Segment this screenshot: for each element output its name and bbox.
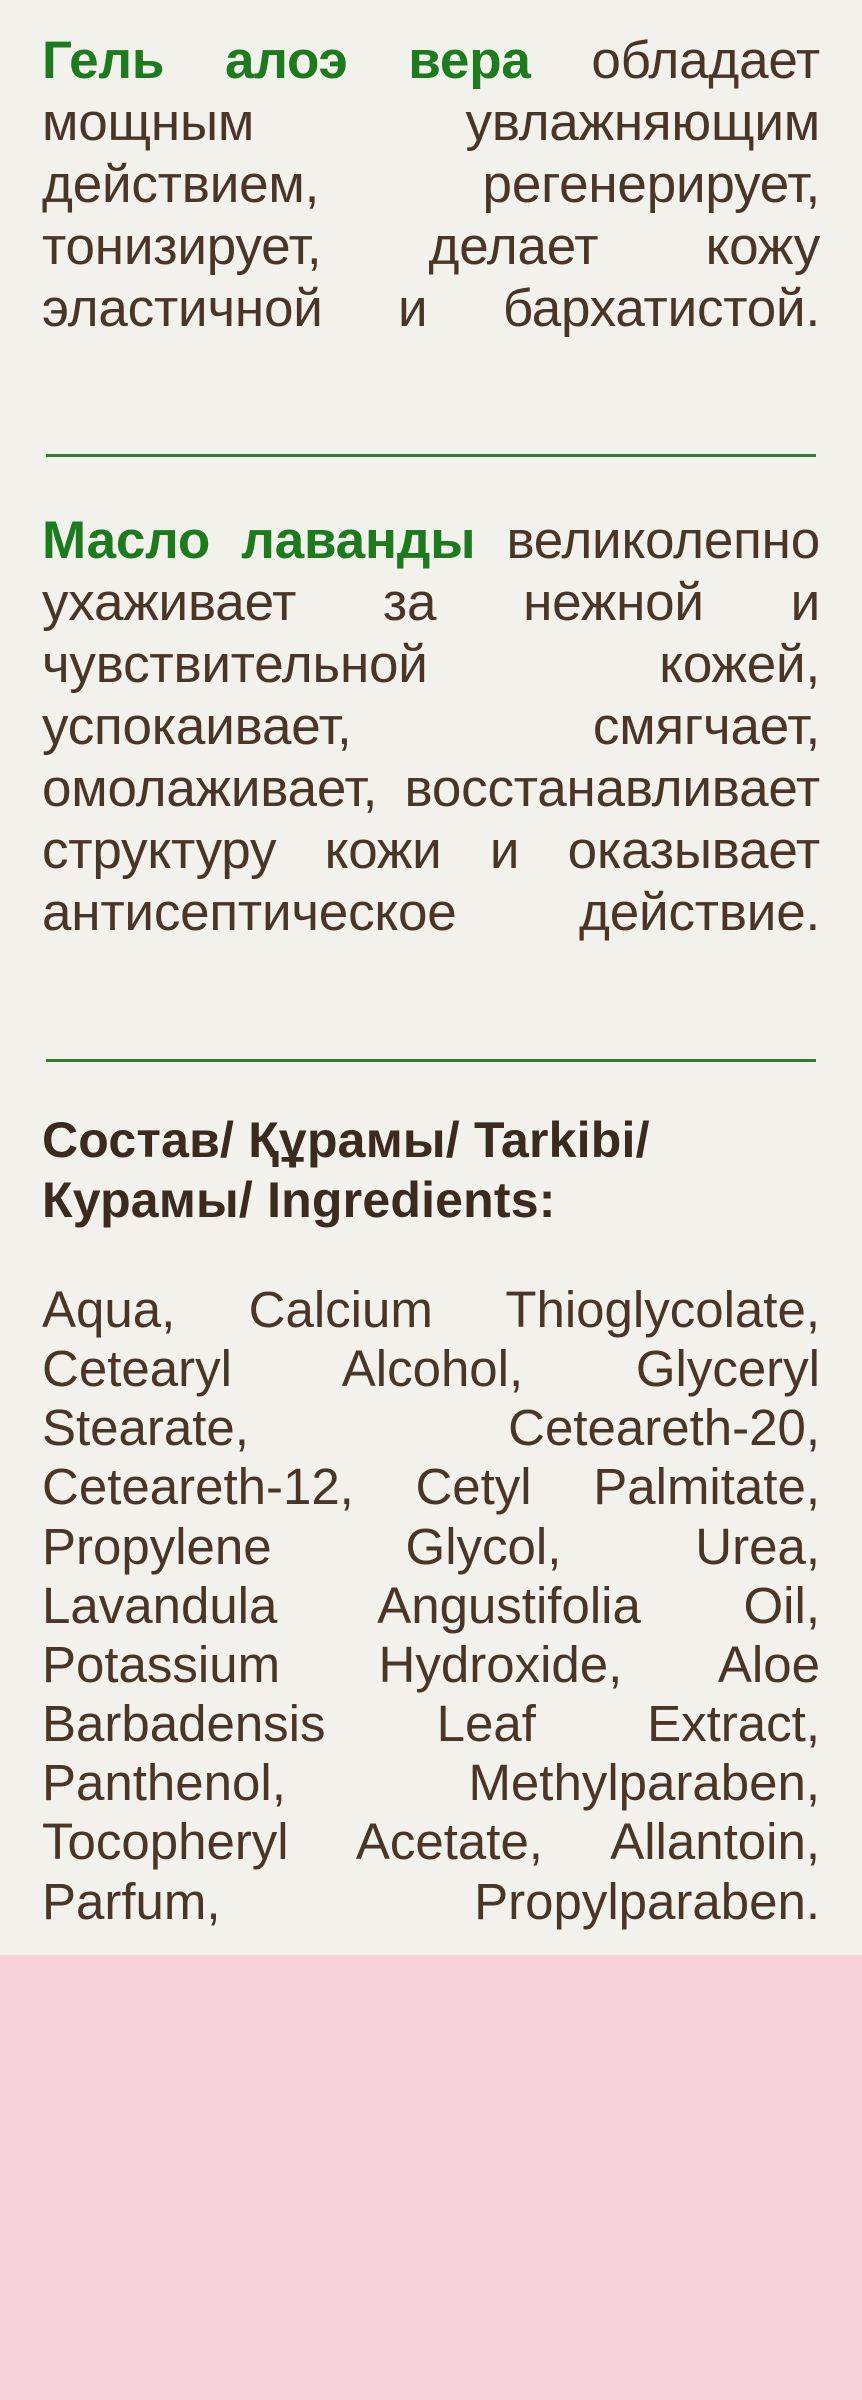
ingredients-heading: Состав/ Құрамы/ Tarkibi/ Курамы/ Ingredients: [42,1112,650,1228]
lavender-paragraph [42,510,820,1006]
label-content [42,0,820,1990]
aloe-paragraph [42,30,820,402]
divider-2 [46,1059,816,1062]
ingredients-list: Aqua, Calcium Thioglycolate, Cetearyl Alcohol, Glyceryl Stearate, Ceteareth-20, Ceteareth-12, Cetyl Palmitate, Propylene Glycol, Urea, Lavandula Angustifolia Oil, Potassium Hydroxide, Aloe Barbadensis Leaf Extract, Panthenol, Methylparaben, Tocopheryl Acetate, Allantoin, Parfum, Propylparaben. [42,1281,820,1930]
divider-1 [46,454,816,457]
lavender-heading: Масло лаванды [42,511,476,570]
ingredients-highlight-band [0,1955,862,2400]
aloe-text: обладает мощным увлажняющим действием, регенерирует, тонизирует, делает кожу эластичной и бархатистой. [42,31,820,338]
lavender-text: великолепно ухаживает за нежной и чувствительной кожей, успокаивает, смягчает, омолаживает, восстанавливает структуру кожи и оказывает антисептическое действие. [42,511,820,942]
aloe-heading: Гель алоэ вера [42,31,531,90]
